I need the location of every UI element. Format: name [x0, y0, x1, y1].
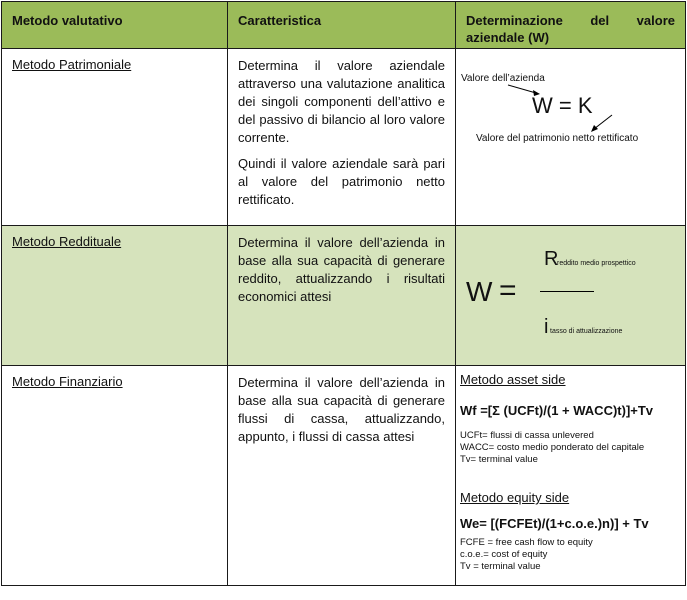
- description-text: Determina il valore dell’azienda in base alla sua capacità di generare reddito, attualizzando i risultati economici attesi: [238, 235, 445, 304]
- header-cell-determination: [456, 2, 686, 49]
- formula-denominator: i: [544, 316, 549, 338]
- formula-numerator-sub: reddito medio prospettico: [557, 260, 636, 267]
- table-row-finanziario: [2, 366, 686, 586]
- header-row: [2, 2, 686, 49]
- formula-label-bottom: Valore del patrimonio netto rettificato: [476, 133, 639, 144]
- method-cell: [2, 49, 228, 226]
- method-name: Metodo Finanziario: [12, 374, 123, 389]
- formula-cell: [456, 49, 686, 226]
- arrow-bottom-icon: [588, 113, 618, 135]
- header-cell-characteristic: [228, 2, 456, 49]
- method-cell: [2, 226, 228, 366]
- description-text: Determina il valore dell’azienda in base alla sua capacità di generare flussi di cassa, attualizzando, appunto, i flussi di cassa attesi: [238, 375, 445, 444]
- equity-side-formula: We= [(FCFEt)/(1+c.o.e.)n)] + Tv: [460, 516, 649, 531]
- method-cell: [2, 366, 228, 586]
- asset-note-2: WACC= costo medio ponderato del capitale: [460, 442, 645, 453]
- header-determination-line1: Determinazione del valore: [466, 13, 675, 28]
- header-method: Metodo valutativo: [12, 13, 123, 28]
- fraction-bar: [540, 291, 594, 292]
- header-cell-method: [2, 2, 228, 49]
- formula-equation: W = K: [532, 93, 593, 118]
- description-text-2: Quindi il valore aziendale sarà pari al valore del patrimonio netto rettificato.: [238, 156, 445, 207]
- formula-cell: [456, 366, 686, 586]
- header-determination: [456, 2, 685, 48]
- method-name: Metodo Reddituale: [12, 234, 122, 249]
- description-cell: [228, 366, 456, 586]
- table-row-reddituale: [2, 226, 686, 366]
- asset-note-1: UCFt= flussi di cassa unlevered: [460, 430, 594, 441]
- equity-note-3: Tv = terminal value: [460, 561, 541, 572]
- formula-equals: =: [499, 274, 517, 307]
- header-determination-line2: aziendale (W): [466, 30, 550, 45]
- formula-numerator: R: [544, 248, 559, 270]
- asset-side-title: Metodo asset side: [460, 372, 566, 387]
- equity-side-title: Metodo equity side: [460, 490, 570, 505]
- valuation-methods-table: [1, 1, 686, 586]
- formula-w: W: [466, 276, 493, 307]
- table-row-patrimoniale: [2, 49, 686, 226]
- equity-note-1: FCFE = free cash flow to equity: [460, 537, 593, 548]
- description-cell: [228, 226, 456, 366]
- asset-side-formula: Wf =[Σ (UCFt)/(1 + WACC)t)]+Tv: [460, 403, 654, 418]
- formula-label-top: Valore dell’azienda: [461, 73, 545, 84]
- description-text: Determina il valore aziendale attraverso una valutazione analitica dei singoli componenti dell’attivo e del passivo di bilancio al loro valore corrente.: [238, 58, 445, 145]
- formula-denominator-sub: tasso di attualizzazione: [550, 328, 623, 335]
- asset-note-3: Tv= terminal value: [460, 454, 538, 465]
- formula-cell: [456, 226, 686, 366]
- description-cell: [228, 49, 456, 226]
- equity-note-2: c.o.e.= cost of equity: [460, 549, 548, 560]
- method-name: Metodo Patrimoniale: [12, 57, 132, 72]
- header-characteristic: Caratteristica: [238, 13, 322, 28]
